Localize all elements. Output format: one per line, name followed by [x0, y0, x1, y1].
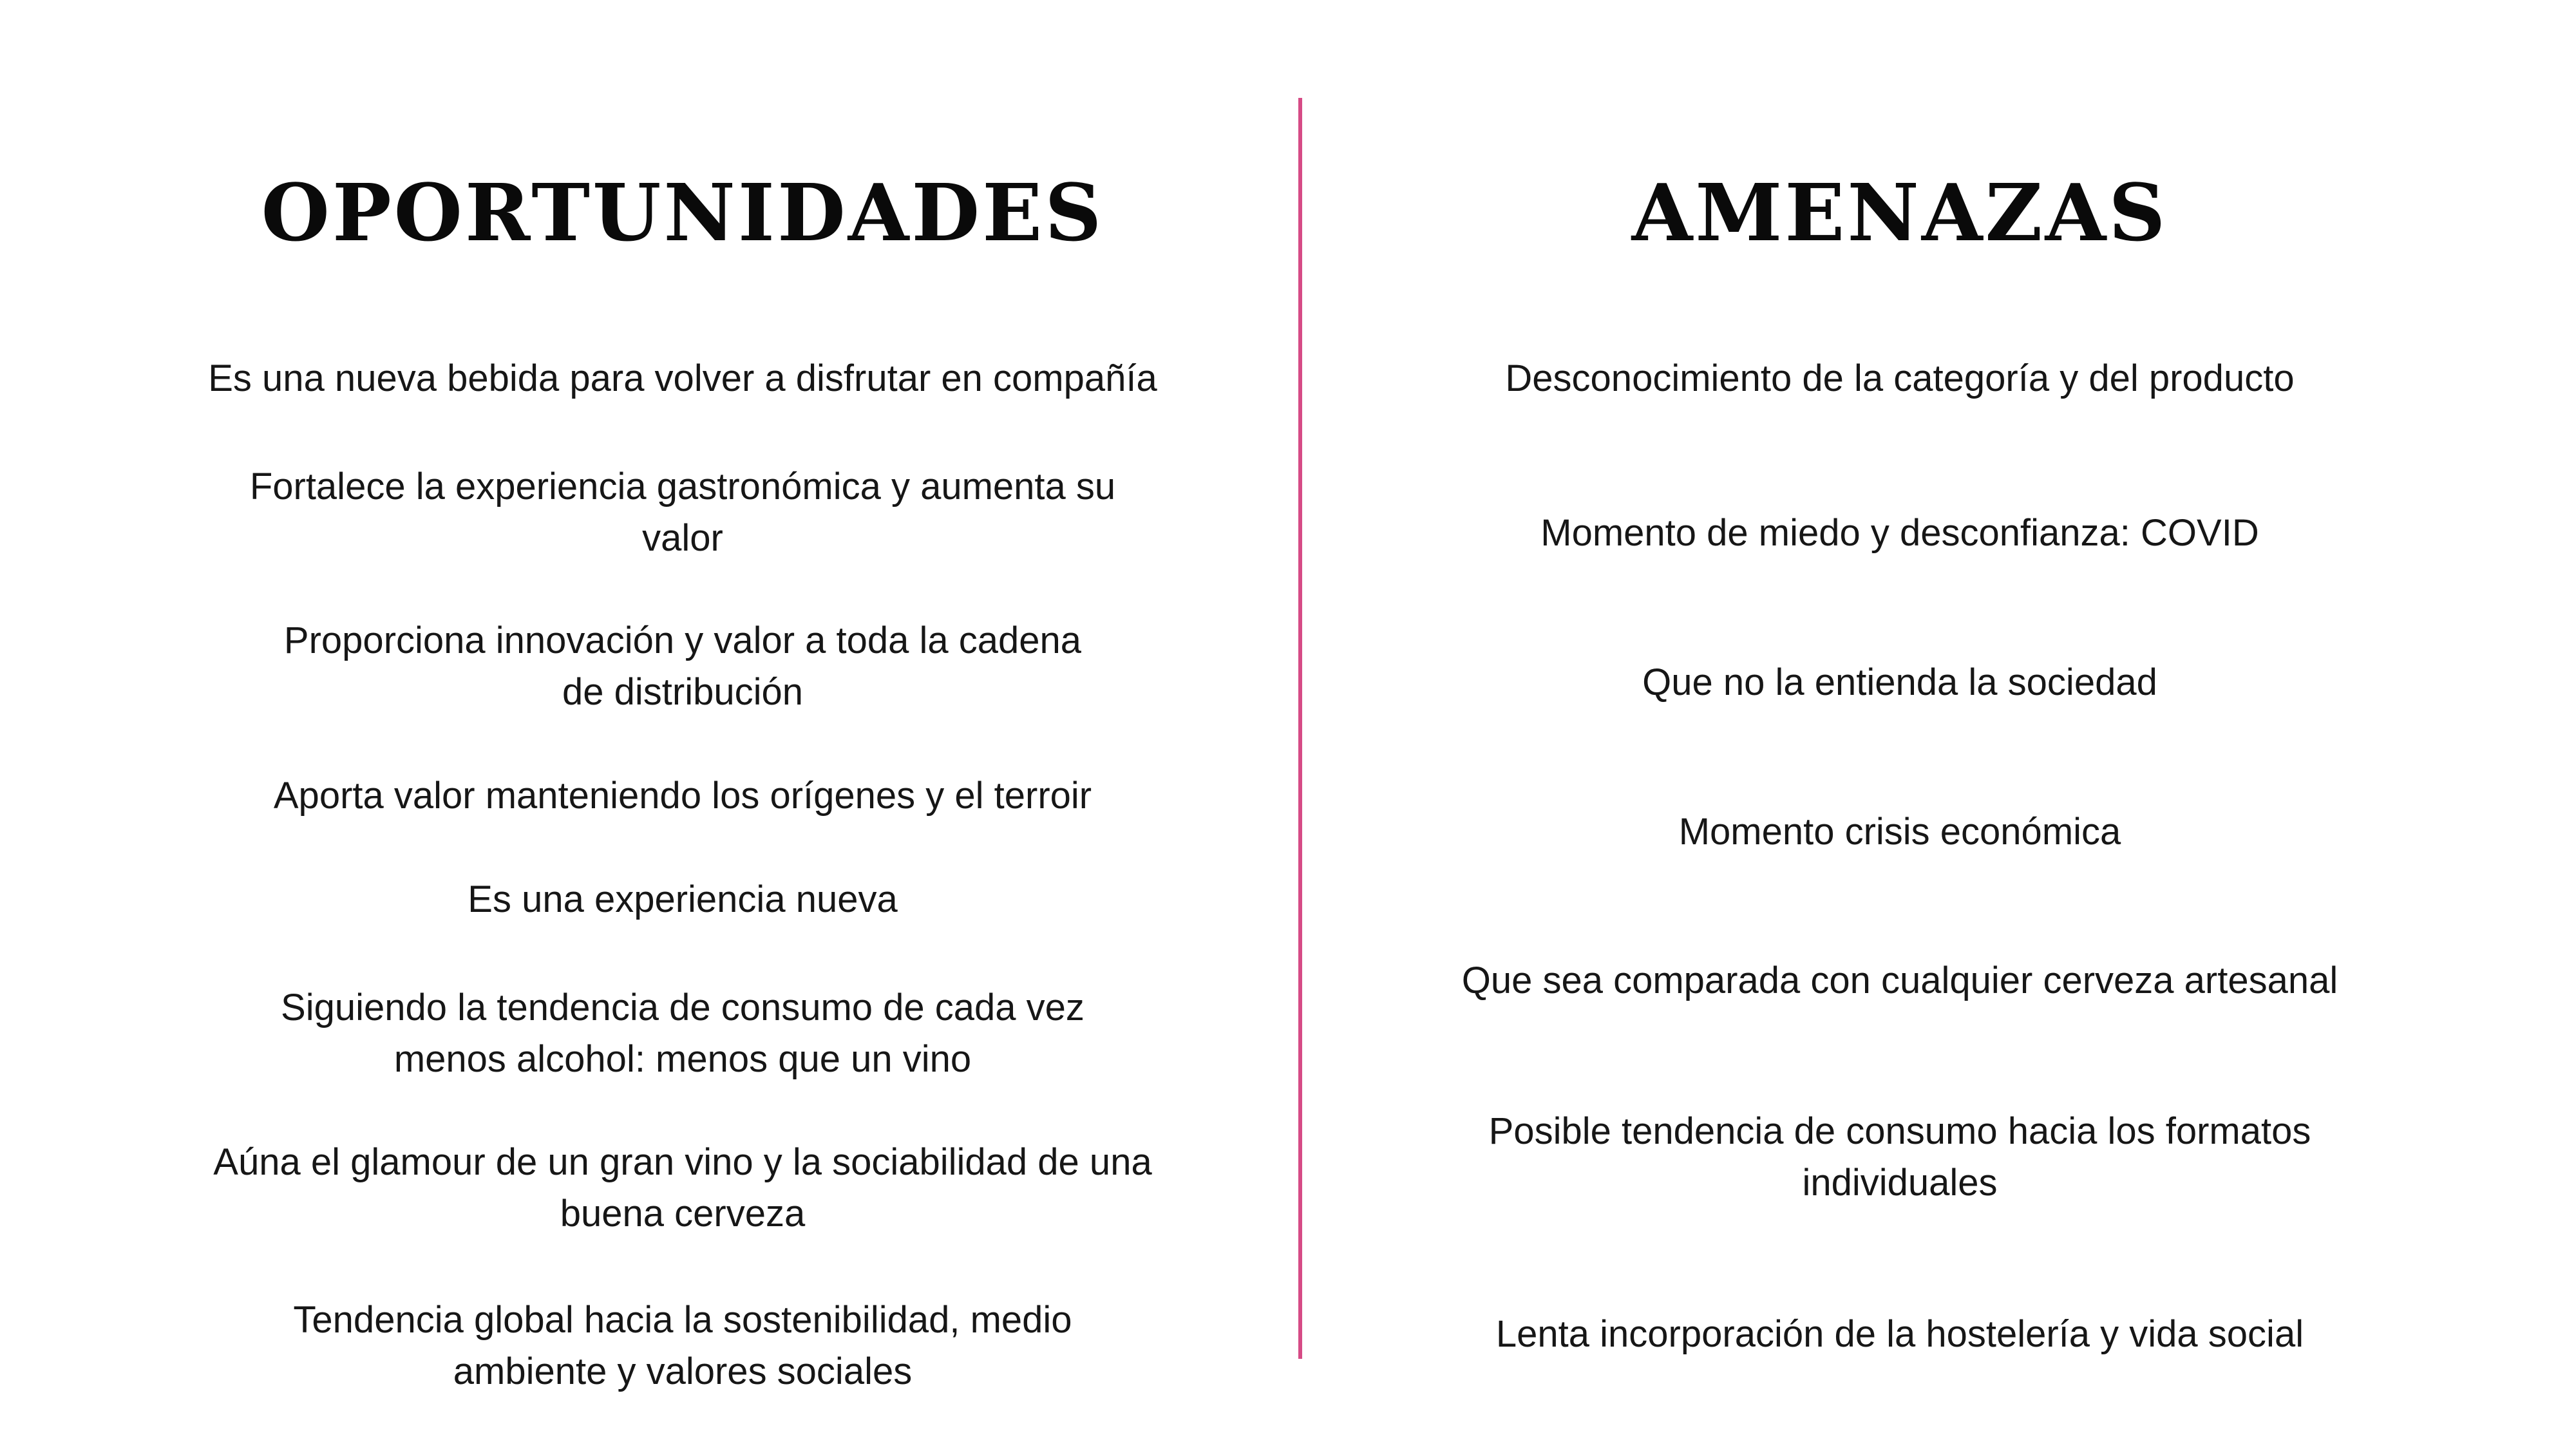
amenaza-item: Que sea comparada con cualquier cerveza artesanal: [1461, 960, 2338, 1001]
amenazas-title: AMENAZAS: [1631, 166, 2168, 259]
oportunidad-item: Aporta valor manteniendo los orígenes y el terroir: [273, 775, 1092, 817]
oportunidad-item: Tendencia global hacia la sostenibilidad, medio ambiente y valores sociales: [293, 1299, 1072, 1392]
oportunidad-item: Aúna el glamour de un gran vino y la sociabilidad de una buena cerveza: [213, 1141, 1152, 1235]
oportunidades-column: [167, 0, 1198, 1449]
amenaza-item: Momento crisis económica: [1678, 811, 2121, 853]
amenaza-item: Desconocimiento de la categoría y del producto: [1505, 357, 2295, 399]
amenaza-item: Posible tendencia de consumo hacia los formatos individuales: [1488, 1110, 2311, 1204]
oportunidad-item: Es una experiencia nueva: [468, 878, 898, 920]
oportunidad-item: Fortalece la experiencia gastronómica y aumenta su valor: [249, 466, 1116, 559]
amenazas-column: [1430, 0, 2370, 1449]
oportunidad-item: Es una nueva bebida para volver a disfrutar en compañía: [208, 357, 1157, 399]
column-divider: [1298, 98, 1302, 1359]
oportunidades-title: OPORTUNIDADES: [261, 166, 1104, 259]
oportunidad-item: Siguiendo la tendencia de consumo de cada vez menos alcohol: menos que un vino: [281, 987, 1084, 1080]
amenaza-item: Que no la entienda la sociedad: [1642, 661, 2157, 703]
amenaza-item: Momento de miedo y desconfianza: COVID: [1540, 512, 2259, 554]
amenaza-item: Lenta incorporación de la hostelería y vida social: [1495, 1313, 2304, 1355]
oportunidad-item: Proporciona innovación y valor a toda la cadena de distribución: [283, 620, 1082, 713]
